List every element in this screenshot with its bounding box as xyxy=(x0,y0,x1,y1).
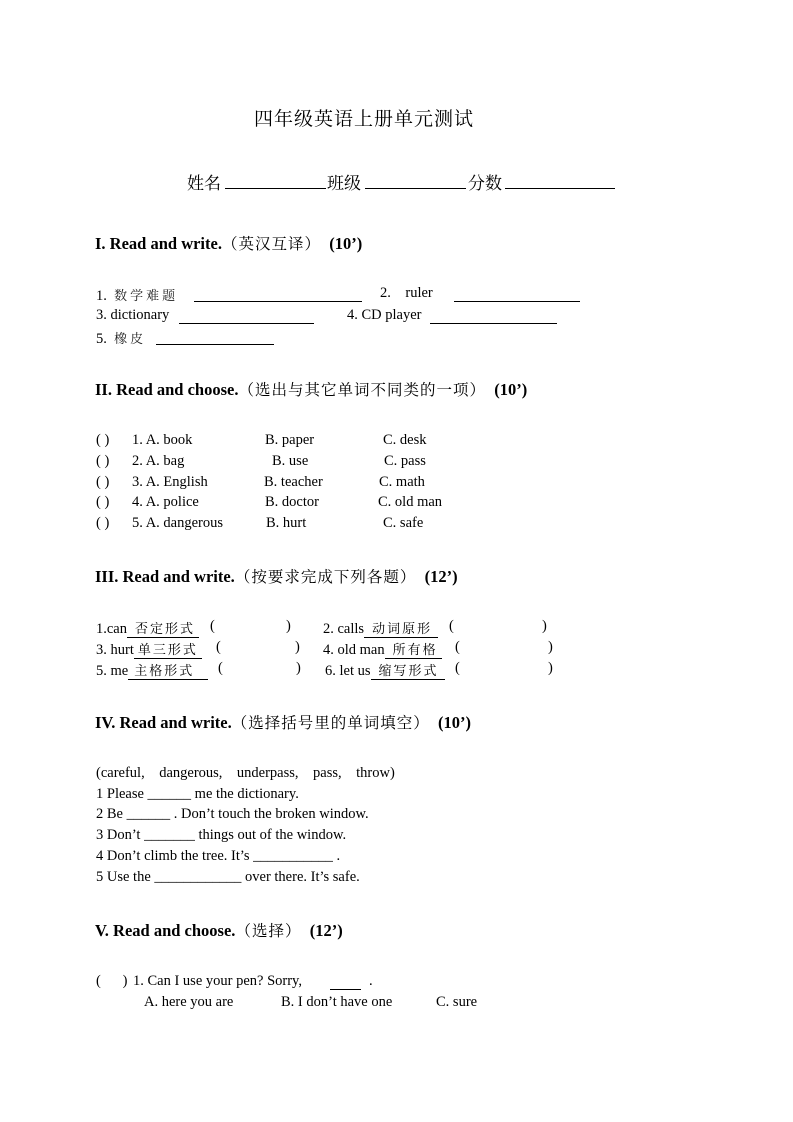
s2-option-b-2: B. use xyxy=(272,453,309,469)
s5-option-c-1: C. sure xyxy=(436,994,478,1010)
s1-blank-4[interactable] xyxy=(430,323,557,324)
s4-sentence-4[interactable]: 4 Don’t climb the tree. It’s ___________ . xyxy=(96,848,341,864)
item-number: 2. xyxy=(380,285,391,301)
s3-word: 2. calls xyxy=(323,621,365,637)
s3-hint: 所有格 xyxy=(385,643,442,659)
section-1-heading xyxy=(95,232,362,254)
section-1-title-cn: （英汉互译） xyxy=(221,235,321,253)
section-2-heading xyxy=(95,378,527,400)
s1-item-3 xyxy=(96,307,169,324)
s3-paren-open-1[interactable]: ( xyxy=(210,618,215,634)
s4-sentence-2[interactable]: 2 Be ______ . Don’t touch the broken window. xyxy=(96,806,369,822)
s3-hint: 主格形式 xyxy=(128,664,208,680)
name-blank[interactable] xyxy=(225,188,326,189)
s2-option-c-3: C. math xyxy=(379,474,425,490)
s3-paren-close-4[interactable]: ) xyxy=(548,639,553,655)
s4-sentence-1[interactable]: 1 Please ______ me the dictionary. xyxy=(96,786,299,802)
s2-option-b-3: B. teacher xyxy=(264,474,323,490)
s3-paren-open-5[interactable]: ( xyxy=(218,660,223,676)
s3-word: 4. old man xyxy=(323,642,385,658)
section-5-title: V. Read and choose. xyxy=(95,921,236,940)
word-bank: (careful, dangerous, underpass, pass, throw) xyxy=(96,765,395,781)
s3-hint: 缩写形式 xyxy=(371,664,445,680)
s5-paren-1[interactable]: ( ) xyxy=(96,973,128,989)
s2-option-b-1: B. paper xyxy=(265,432,315,448)
s1-blank-5[interactable] xyxy=(156,344,274,345)
s2-paren-1[interactable]: ( ) xyxy=(96,432,110,448)
s2-option-c-1: C. desk xyxy=(383,432,427,448)
s3-item-6 xyxy=(325,660,445,680)
s2-paren-5[interactable]: ( ) xyxy=(96,515,110,531)
section-2-title-cn: （选出与其它单词不同类的一项） xyxy=(238,381,486,399)
s2-paren-2[interactable]: ( ) xyxy=(96,453,110,469)
s4-sentence-5[interactable]: 5 Use the ____________ over there. It’s safe. xyxy=(96,869,360,885)
section-4-heading xyxy=(95,711,471,733)
s2-paren-4[interactable]: ( ) xyxy=(96,494,110,510)
section-4-title-cn: （选择括号里的单词填空） xyxy=(231,714,430,732)
section-5-points: (12’) xyxy=(309,921,343,940)
s3-item-5 xyxy=(96,660,208,680)
s1-blank-1[interactable] xyxy=(194,301,362,302)
section-4-points: (10’) xyxy=(438,713,471,732)
s1-item-1 xyxy=(96,285,178,305)
s2-option-c-2: C. pass xyxy=(384,453,426,469)
s2-option-a-2: 2. A. bag xyxy=(132,453,185,469)
s3-hint: 单三形式 xyxy=(134,643,202,659)
s1-blank-3[interactable] xyxy=(179,323,314,324)
section-1-points: (10’) xyxy=(329,234,363,253)
s3-paren-close-1[interactable]: ) xyxy=(286,618,291,634)
s1-item-2 xyxy=(380,285,433,302)
s2-option-a-1: 1. A. book xyxy=(132,432,193,448)
name-label: 姓名 xyxy=(187,174,221,194)
section-1-title: I. Read and write. xyxy=(95,234,222,253)
s3-paren-open-6[interactable]: ( xyxy=(455,660,460,676)
class-label: 班级 xyxy=(327,174,361,194)
s5-question-1-end: . xyxy=(369,973,373,989)
s4-sentence-3[interactable]: 3 Don’t _______ things out of the window. xyxy=(96,827,347,843)
section-3-points: (12’) xyxy=(424,567,458,586)
section-4-title: IV. Read and write. xyxy=(95,713,232,732)
s2-option-b-4: B. doctor xyxy=(265,494,319,510)
s2-paren-3[interactable]: ( ) xyxy=(96,474,110,490)
section-3-heading xyxy=(95,565,458,587)
section-5-title-cn: （选择） xyxy=(235,922,302,940)
class-blank[interactable] xyxy=(365,188,466,189)
s3-item-3 xyxy=(96,639,202,659)
s5-question-1: 1. Can I use your pen? Sorry, xyxy=(133,973,302,989)
s3-word: 5. me xyxy=(96,663,129,679)
score-label: 分数 xyxy=(468,174,502,194)
s3-word: 1.can xyxy=(96,621,127,637)
s2-option-a-3: 3. A. English xyxy=(132,474,208,490)
s3-word: 3. hurt xyxy=(96,642,134,658)
s2-option-c-4: C. old man xyxy=(378,494,443,510)
item-text: ruler xyxy=(405,285,433,301)
item-text: 橡皮 xyxy=(114,332,147,347)
item-text: dictionary xyxy=(110,307,170,323)
section-2-points: (10’) xyxy=(494,380,528,399)
s3-paren-open-2[interactable]: ( xyxy=(449,618,454,634)
section-5-heading xyxy=(95,919,343,941)
item-number: 3. xyxy=(96,307,107,323)
item-number: 5. xyxy=(96,331,107,347)
section-3-title-cn: （按要求完成下列各题） xyxy=(234,568,417,586)
s5-blank-1[interactable] xyxy=(330,989,361,990)
s1-item-4 xyxy=(347,307,422,324)
s3-paren-open-3[interactable]: ( xyxy=(216,639,221,655)
page-title: 四年级英语上册单元测试 xyxy=(254,108,475,130)
s2-option-b-5: B. hurt xyxy=(266,515,307,531)
item-number: 4. xyxy=(347,307,358,323)
s5-option-b-1: B. I don’t have one xyxy=(281,994,393,1010)
s2-option-c-5: C. safe xyxy=(383,515,424,531)
s3-hint: 动词原形 xyxy=(364,622,438,638)
s2-option-a-4: 4. A. police xyxy=(132,494,199,510)
s3-paren-close-6[interactable]: ) xyxy=(548,660,553,676)
section-3-title: III. Read and write. xyxy=(95,567,235,586)
section-2-title: II. Read and choose. xyxy=(95,380,239,399)
s3-word: 6. let us xyxy=(325,663,371,679)
s3-hint: 否定形式 xyxy=(127,622,199,638)
s3-item-4 xyxy=(323,639,442,659)
s2-option-a-5: 5. A. dangerous xyxy=(132,515,224,531)
item-text: CD player xyxy=(361,307,422,323)
s3-paren-close-3[interactable]: ) xyxy=(295,639,300,655)
s3-item-2 xyxy=(323,618,438,638)
s3-item-1 xyxy=(96,618,199,638)
score-blank[interactable] xyxy=(505,188,615,189)
item-number: 1. xyxy=(96,288,107,304)
item-text: 数学难题 xyxy=(114,289,179,304)
s3-paren-close-5[interactable]: ) xyxy=(296,660,301,676)
s3-paren-close-2[interactable]: ) xyxy=(542,618,547,634)
s1-blank-2[interactable] xyxy=(454,301,580,302)
s1-item-5 xyxy=(96,328,146,348)
s5-option-a-1: A. here you are xyxy=(144,994,234,1010)
s3-paren-open-4[interactable]: ( xyxy=(455,639,460,655)
